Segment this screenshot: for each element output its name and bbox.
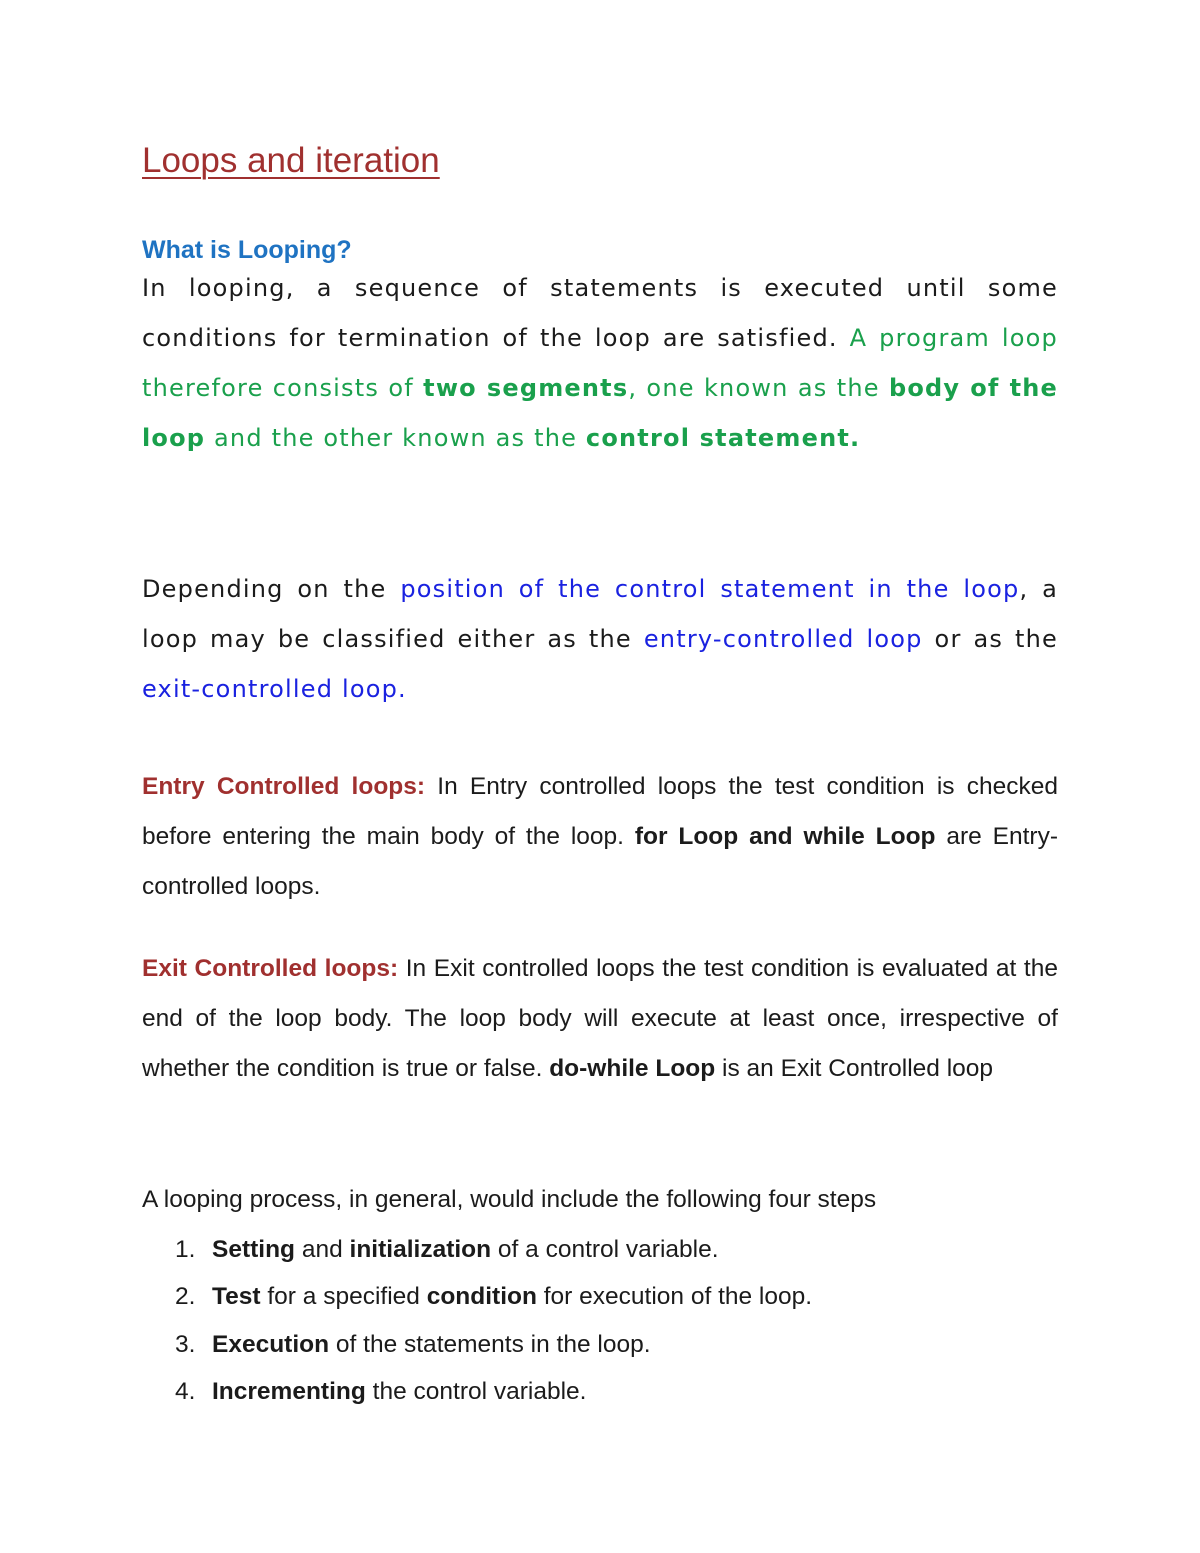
step-keyword: initialization xyxy=(349,1236,492,1263)
classification-entry-controlled: entry-controlled loop xyxy=(643,625,923,653)
section-heading-what-is-looping: What is Looping? xyxy=(142,236,352,264)
classification-text-2: , a loop may be classified either as the xyxy=(142,575,1058,653)
step-text xyxy=(212,1273,812,1320)
exit-controlled-paragraph xyxy=(142,944,1058,1094)
classification-exit-controlled: exit-controlled loop. xyxy=(142,675,407,703)
classification-text-3: or as the xyxy=(922,625,1058,653)
step-item xyxy=(175,1226,812,1273)
step-text-part: for execution of the loop. xyxy=(536,1283,813,1311)
intro-paragraph xyxy=(142,263,1058,463)
step-text-part: the control variable. xyxy=(365,1377,587,1405)
step-text-part: and xyxy=(295,1236,350,1263)
step-item xyxy=(175,1368,812,1415)
entry-controlled-text-2: are Entry-controlled loops. xyxy=(142,823,1058,900)
exit-controlled-text-2: is an Exit Controlled loop xyxy=(715,1055,994,1082)
exit-controlled-label: Exit Controlled loops: xyxy=(142,955,399,982)
step-keyword: condition xyxy=(426,1283,537,1311)
step-keyword: Execution xyxy=(212,1330,330,1358)
intro-green-text-3: and the other known as the xyxy=(205,424,586,452)
exit-controlled-loop-name: do-while Loop xyxy=(549,1055,716,1082)
step-text-part: of a control variable. xyxy=(491,1236,719,1263)
step-item xyxy=(175,1321,812,1368)
step-keyword: Incrementing xyxy=(212,1377,366,1405)
step-text xyxy=(212,1226,719,1273)
step-text-part: for a specified xyxy=(260,1283,427,1311)
intro-green-text-2: , one known as the xyxy=(628,374,889,402)
intro-control-statement: control statement. xyxy=(585,424,861,452)
classification-position-text: position of the control statement in the loop xyxy=(400,575,1020,603)
steps-intro: A looping process, in general, would include the following four steps xyxy=(142,1186,877,1213)
step-text-part: of the statements in the loop. xyxy=(329,1330,651,1358)
step-text xyxy=(212,1368,586,1415)
step-number: 2. xyxy=(175,1283,196,1311)
intro-text: In looping, a sequence of statements is executed until some conditions for termination of the loop are satisfied. xyxy=(142,274,1058,352)
classification-text: Depending on the xyxy=(142,575,401,603)
step-number: 1. xyxy=(175,1236,196,1263)
step-number: 4. xyxy=(175,1377,196,1405)
step-keyword: Test xyxy=(212,1283,261,1311)
intro-body-of-loop: body of the loop xyxy=(142,374,1059,452)
entry-controlled-label: Entry Controlled loops: xyxy=(142,773,426,800)
entry-controlled-paragraph xyxy=(142,762,1058,912)
step-text xyxy=(212,1321,651,1368)
steps-list xyxy=(175,1226,812,1415)
entry-controlled-text: In Entry controlled loops the test condition is checked before entering the main body of the loop. xyxy=(142,773,1058,850)
step-keyword: Setting xyxy=(212,1236,296,1263)
classification-paragraph xyxy=(142,564,1058,714)
entry-controlled-loop-names: for Loop and while Loop xyxy=(634,823,936,850)
exit-controlled-text: In Exit controlled loops the test condition is evaluated at the end of the loop body. The loop body will execute at least once, irrespective of whether the condition is true or false. xyxy=(142,955,1058,1082)
page-title: Loops and iteration xyxy=(142,141,440,180)
intro-two-segments: two segments xyxy=(423,374,629,402)
step-number: 3. xyxy=(175,1330,196,1358)
step-item xyxy=(175,1273,812,1320)
intro-green-text: A program loop therefore consists of xyxy=(142,324,1058,402)
